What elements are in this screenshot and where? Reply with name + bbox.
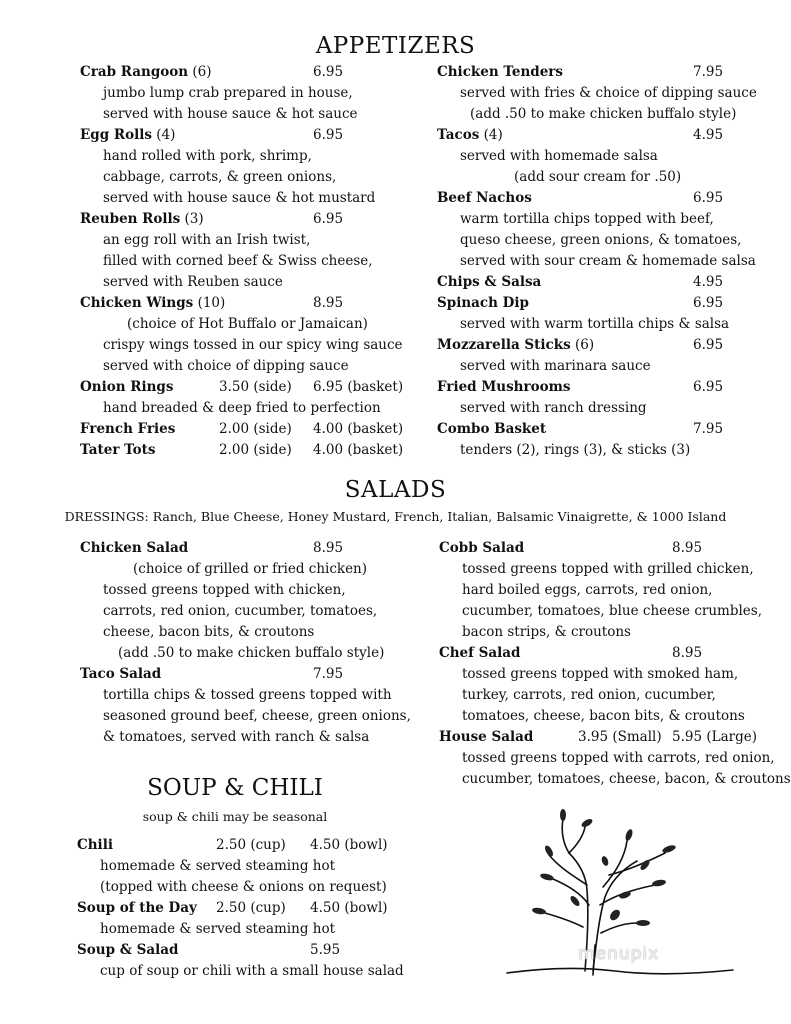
menu-item-desc: & tomatoes, served with ranch & salsa [103, 729, 370, 745]
appetizers-heading: APPETIZERS [315, 33, 476, 59]
dressings-list: DRESSINGS: Ranch, Blue Cheese, Honey Mustard, French, Italian, Balsamic Vinaigrette, & 1000 Island [64, 509, 727, 524]
menu-item-desc: crispy wings tossed in our spicy wing sauce [103, 337, 403, 353]
menu-item-name: Soup & Salad [77, 942, 179, 958]
menu-item-price-large: 4.00 (basket) [313, 442, 404, 458]
menu-item-desc: cucumber, tomatoes, blue cheese crumbles, [462, 603, 763, 619]
menu-item-name: Egg Rolls (4) [80, 127, 176, 143]
menu-item-price-large: 4.00 (basket) [313, 421, 404, 437]
menu-item-desc: served with warm tortilla chips & salsa [460, 316, 730, 332]
menu-item-name: Combo Basket [437, 421, 547, 437]
menu-item-price: 7.95 [313, 666, 344, 682]
menu-item-name: Mozzarella Sticks (6) [437, 337, 595, 353]
menu-item-desc: served with sour cream & homemade salsa [460, 253, 756, 269]
menu-item-name: Spinach Dip [437, 295, 529, 311]
menu-item-note: (add .50 to make chicken buffalo style) [470, 106, 737, 122]
menu-item-price-small: 2.50 (cup) [216, 837, 286, 853]
menu-item-desc: homemade & served steaming hot [100, 921, 335, 937]
menu-item-price: 5.95 [310, 942, 341, 958]
menu-item-name: Onion Rings [80, 379, 174, 395]
menu-item-price-large: 5.95 (Large) [672, 729, 757, 745]
menu-item-price: 4.95 [693, 127, 724, 143]
menu-item-desc: tossed greens topped with chicken, [103, 582, 346, 598]
menu-item-name: Crab Rangoon (6) [80, 64, 212, 80]
menu-item-price: 7.95 [693, 421, 724, 437]
menu-item-desc: cup of soup or chili with a small house salad [100, 963, 404, 979]
menu-item-desc: served with ranch dressing [460, 400, 647, 416]
menu-item-price-large: 4.50 (bowl) [310, 837, 388, 853]
menu-item-price: 4.95 [693, 274, 724, 290]
menu-item-price: 8.95 [313, 295, 344, 311]
menu-item-price-small: 2.00 (side) [219, 442, 292, 458]
menu-item-price-large: 4.50 (bowl) [310, 900, 388, 916]
menu-item-desc: cucumber, tomatoes, cheese, bacon, & croutons [462, 771, 791, 787]
menu-item-name: Taco Salad [80, 666, 162, 682]
salads-heading: SALADS [344, 477, 447, 503]
menu-item-name: French Fries [80, 421, 176, 437]
menu-item-price: 8.95 [672, 540, 703, 556]
menu-item-desc: served with choice of dipping sauce [103, 358, 349, 374]
menu-item-price: 8.95 [313, 540, 344, 556]
menu-item-price: 6.95 [313, 127, 344, 143]
menu-item-desc: (topped with cheese & onions on request) [100, 879, 387, 895]
menu-item-name: Cobb Salad [439, 540, 525, 556]
menu-item-price-small: 2.50 (cup) [216, 900, 286, 916]
menu-item-name: Beef Nachos [437, 190, 532, 206]
menu-item-desc: served with Reuben sauce [103, 274, 283, 290]
menu-item-desc: hard boiled eggs, carrots, red onion, [462, 582, 713, 598]
menu-item-desc: seasoned ground beef, cheese, green onions, [103, 708, 411, 724]
menu-item-desc: turkey, carrots, red onion, cucumber, [462, 687, 716, 703]
menu-item-name: Reuben Rolls (3) [80, 211, 204, 227]
menu-item-desc: bacon strips, & croutons [462, 624, 631, 640]
menu-item-desc: cabbage, carrots, & green onions, [103, 169, 337, 185]
menu-item-price-small: 3.95 (Small) [578, 729, 662, 745]
menu-item-desc: served with house sauce & hot mustard [103, 190, 376, 206]
menu-item-name: House Salad [439, 729, 534, 745]
menu-item-note: (add .50 to make chicken buffalo style) [118, 645, 385, 661]
menu-item-note: (choice of Hot Buffalo or Jamaican) [127, 316, 368, 332]
menu-item-name: Chicken Salad [80, 540, 189, 556]
menu-item-note: (choice of grilled or fried chicken) [133, 561, 368, 577]
menu-item-desc: hand breaded & deep fried to perfection [103, 400, 381, 416]
menu-item-note: (add sour cream for .50) [514, 169, 682, 185]
menu-item-price-small: 3.50 (side) [219, 379, 292, 395]
menu-item-desc: served with house sauce & hot sauce [103, 106, 358, 122]
menu-item-desc: tenders (2), rings (3), & sticks (3) [460, 442, 691, 458]
menu-item-name: Chicken Wings (10) [80, 295, 226, 311]
menu-item-desc: tossed greens topped with carrots, red onion, [462, 750, 775, 766]
soup-subtitle: soup & chili may be seasonal [142, 809, 328, 824]
menu-item-price-small: 2.00 (side) [219, 421, 292, 437]
menu-item-price: 6.95 [693, 379, 724, 395]
menu-item-desc: carrots, red onion, cucumber, tomatoes, [103, 603, 378, 619]
menu-item-desc: homemade & served steaming hot [100, 858, 335, 874]
menu-item-desc: an egg roll with an Irish twist, [103, 232, 311, 248]
menu-item-name: Chef Salad [439, 645, 521, 661]
menu-item-desc: tortilla chips & tossed greens topped with [103, 687, 392, 703]
menu-item-price: 6.95 [693, 337, 724, 353]
menu-item-desc: queso cheese, green onions, & tomatoes, [460, 232, 742, 248]
menu-item-name: Tater Tots [80, 442, 156, 458]
menu-item-price: 6.95 [693, 295, 724, 311]
menu-item-name: Fried Mushrooms [437, 379, 571, 395]
menu-item-desc: tossed greens topped with grilled chicken, [462, 561, 754, 577]
menu-item-desc: hand rolled with pork, shrimp, [103, 148, 312, 164]
menu-item-price: 7.95 [693, 64, 724, 80]
menu-item-desc: tossed greens topped with smoked ham, [462, 666, 739, 682]
menu-item-desc: served with marinara sauce [460, 358, 651, 374]
menu-item-desc: served with homemade salsa [460, 148, 658, 164]
menu-item-desc: warm tortilla chips topped with beef, [460, 211, 714, 227]
menu-item-price: 6.95 [313, 64, 344, 80]
menu-item-price: 8.95 [672, 645, 703, 661]
soup-heading: SOUP & CHILI [147, 775, 323, 801]
menu-item-desc: served with fries & choice of dipping sauce [460, 85, 757, 101]
menu-item-price: 6.95 [313, 211, 344, 227]
menu-item-name: Tacos (4) [437, 127, 503, 143]
watermark-text: menupix [578, 944, 660, 964]
menu-item-desc: jumbo lump crab prepared in house, [103, 85, 353, 101]
menu-item-name: Soup of the Day [77, 900, 197, 916]
menu-item-price: 6.95 [693, 190, 724, 206]
menu-item-desc: cheese, bacon bits, & croutons [103, 624, 315, 640]
menu-item-price-large: 6.95 (basket) [313, 379, 404, 395]
menu-item-name: Chips & Salsa [437, 274, 542, 290]
menu-item-name: Chicken Tenders [437, 64, 564, 80]
menu-item-name: Chili [77, 837, 113, 853]
menu-item-desc: filled with corned beef & Swiss cheese, [103, 253, 373, 269]
menu-item-desc: tomatoes, cheese, bacon bits, & croutons [462, 708, 745, 724]
